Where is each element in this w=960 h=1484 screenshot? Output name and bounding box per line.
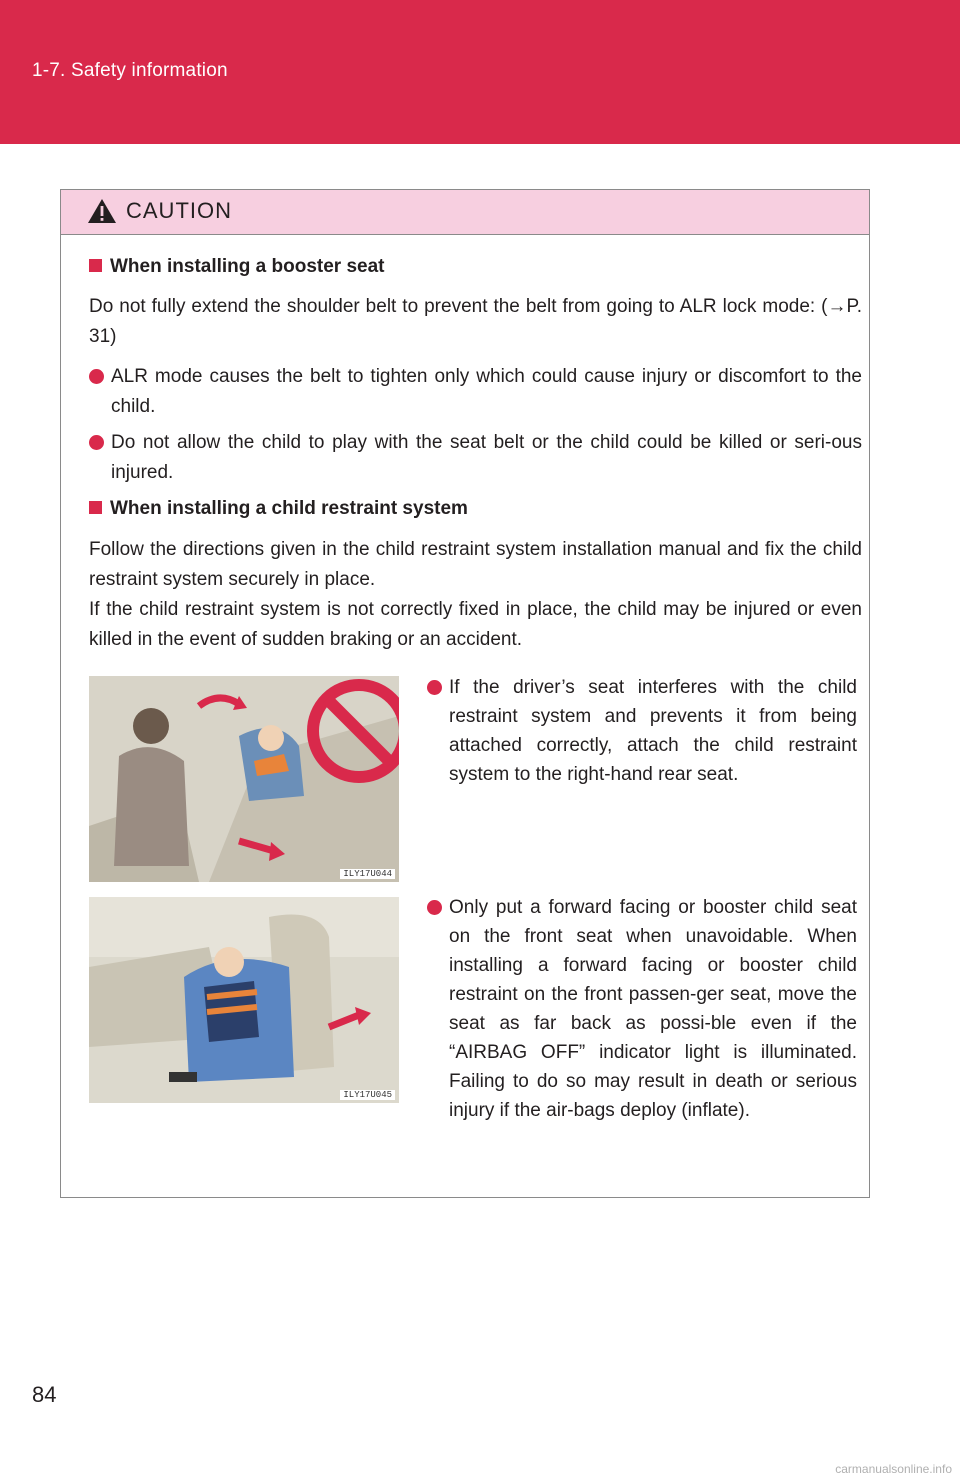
image-code: ILY17U045	[340, 1090, 395, 1100]
page-number: 84	[32, 1382, 57, 1407]
square-bullet-icon	[89, 259, 102, 272]
rear-seat-illustration	[89, 676, 399, 882]
bullet-item	[427, 673, 857, 789]
paragraph-text: Do not fully extend the shoulder belt to prevent the belt from going to ALR lock mode: (→P. 31)	[89, 296, 862, 347]
bullet-text: Only put a forward facing or booster child seat on the front seat when unavoidable. When installing a forward facing or booster child restraint on the front passen-ger seat, move the seat as far back as possi-ble even if the “AIRBAG OFF” indicator light is illuminated. Failing to do so may result in death or serious injury if the air-bags deploy (inflate).	[449, 897, 857, 1121]
section-heading-booster	[89, 256, 385, 278]
square-bullet-icon	[89, 501, 102, 514]
section-heading-text: When installing a child restraint system	[110, 498, 468, 519]
paragraph	[89, 535, 862, 655]
bullet-icon	[427, 680, 442, 695]
paragraph-text: If the child restraint system is not correctly fixed in place, the child may be injured or even killed in the event of sudden braking or an accident.	[89, 599, 862, 650]
child-seat-front-image	[89, 897, 399, 1103]
caution-header	[61, 190, 869, 235]
section-title: 1-7. Safety information	[32, 60, 228, 81]
section-heading-child-restraint	[89, 498, 468, 520]
image-code: ILY17U044	[340, 869, 395, 879]
bullet-icon	[89, 435, 104, 450]
section-heading-text: When installing a booster seat	[110, 256, 385, 277]
front-seat-illustration	[89, 897, 399, 1103]
paragraph	[89, 292, 862, 352]
bullet-icon	[89, 369, 104, 384]
page-header	[0, 0, 960, 144]
warning-icon	[87, 198, 117, 224]
bullet-text: Do not allow the child to play with the seat belt or the child could be killed or seri-ous injured.	[111, 432, 862, 483]
bullet-text: If the driver’s seat interferes with the child restraint system and prevents it from being attached correctly, attach the child restraint system to the right-hand rear seat.	[449, 677, 857, 785]
bullet-item	[89, 362, 862, 422]
bullet-item	[89, 428, 862, 488]
bullet-item	[427, 893, 857, 1125]
child-seat-rear-image	[89, 676, 399, 882]
watermark: carmanualsonline.info	[835, 1462, 952, 1476]
paragraph-text: Follow the directions given in the child restraint system installation manual and fix the child restraint system securely in place.	[89, 539, 862, 590]
caution-box	[60, 189, 870, 1198]
bullet-icon	[427, 900, 442, 915]
bullet-text: ALR mode causes the belt to tighten only which could cause injury or discomfort to the child.	[111, 366, 862, 417]
caution-label: CAUTION	[126, 198, 232, 223]
